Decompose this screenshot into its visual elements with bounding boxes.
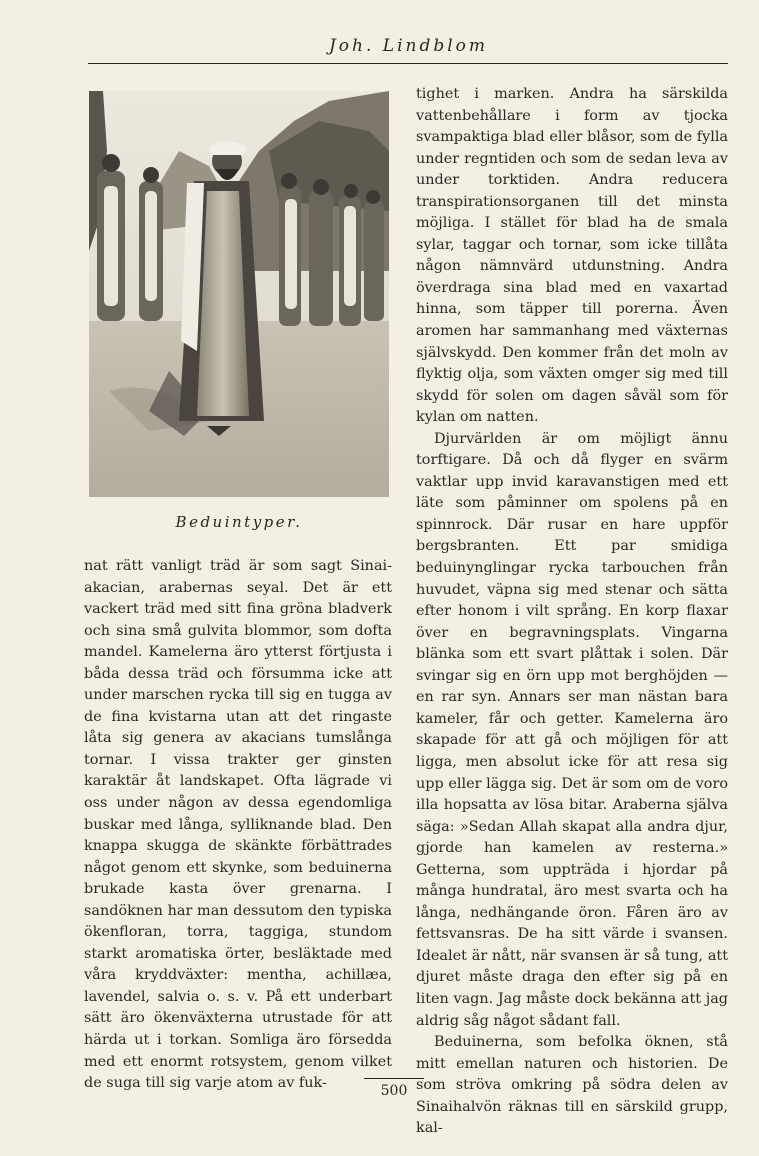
paragraph: tighet i marken. Andra ha särskilda vattenbehållare i form av tjocka svampaktiga blad eller blåsor, som de fylla under regntiden och som de sedan leva av under torktiden. Andra reducera transpirationsorganen till det minsta möjliga. I stället för blad ha de smala sylar, taggar och tornar, som icke tillåta någon nämnvärd utdunstning. Andra överdraga sina blad med en vaxartad hinna, som täpper till porerna. Även aromen har sammanhang med växternas självskydd. Den kommer från det moln av flyktig olja, som växten omger sig med till skydd för solen om dagen såväl som för kylan om natten. — [416, 86, 728, 426]
header-rule — [88, 63, 728, 64]
page-number: 500 — [364, 1078, 424, 1099]
paragraph: nat rätt vanligt träd är som sagt Sinai-akacian, arabernas seyal. Det är ett vackert träd med sitt fina gröna bladverk och sina små gulvita blommor, som dofta mandel. Kamelerna äro ytterst förtjusta i båda dessa träd och försumma icke att under marschen rycka till sig en tugga av de fina kvistarna utan att det ringaste låta sig genera av akacians tumslånga tornar. I vissa trakter ger ginsten karaktär åt landskapet. Ofta lägrade vi oss under någon av dessa egendomliga buskar med långa, sylliknande blad. Den knappa skugga de skänkte förbättrades något genom ett skynke, som beduinerna brukade kasta över grenarna. I sandöknen har man dessutom den typiska ökenfloran, torra, taggiga, stundom starkt aromatiska örter, besläktade med våra kryddväxter: mentha, achillæa, lavendel, salvia o. s. v. På ett underbart sätt äro ökenväxterna utrustade för att härda ut i torkan. Somliga äro försedda med ett enormt rotsystem, genom vilket de suga till sig varje atom av fuk- — [84, 558, 392, 1092]
figure-caption: Beduintyper. — [175, 513, 303, 531]
photograph-bedouins — [89, 91, 389, 497]
text-column-right — [416, 84, 728, 1140]
paragraph: Beduinerna, som befolka öknen, stå mitt emellan naturen och historien. De som ströva omkring på södra delen av Sinaihalvön räknas till en särskild grupp, kal- — [416, 1034, 728, 1137]
running-head: Joh. Lindblom — [328, 36, 489, 56]
paragraph: Djurvärlden är om möjligt ännu torftigare. Då och då flyger en svärm vaktlar upp invid karavanstigen med ett läte som påminner om spolens på en spinnrock. Där rusar en hare uppför bergsbranten. Ett par smidiga beduinynglingar rycka tarbouchen från huvudet, väpna sig med stenar och sätta efter honom i vilt språng. En korp flaxar över en begravningsplats. Vingarna blänka som ett svart plåttak i solen. Där svingar sig en örn upp mot berghöjden — en rar syn. Annars ser man nästan bara kameler, får och getter. Kamelerna äro skapade för att gå och möjligen för att ligga, men absolut icke för att resa sig upp eller lägga sig. Det är som om de voro illa hopsatta av lösa bitar. Araberna själva säga: »Sedan Allah skapat alla andra djur, gjorde han kamelen av resterna.» Getterna, som uppträda i hjordar på många hundratal, äro mest svarta och ha långa, nedhängande öron. Fåren äro av fettsvansras. De ha sitt värde i svansen. Idealet är nått, när svansen är så tung, att djuret måste draga den efter sig på en liten vagn. Jag måste dock bekänna att jag aldrig såg något sådant fall. — [416, 430, 728, 1029]
text-column-left — [84, 556, 392, 1095]
photo-illustration — [89, 91, 389, 497]
